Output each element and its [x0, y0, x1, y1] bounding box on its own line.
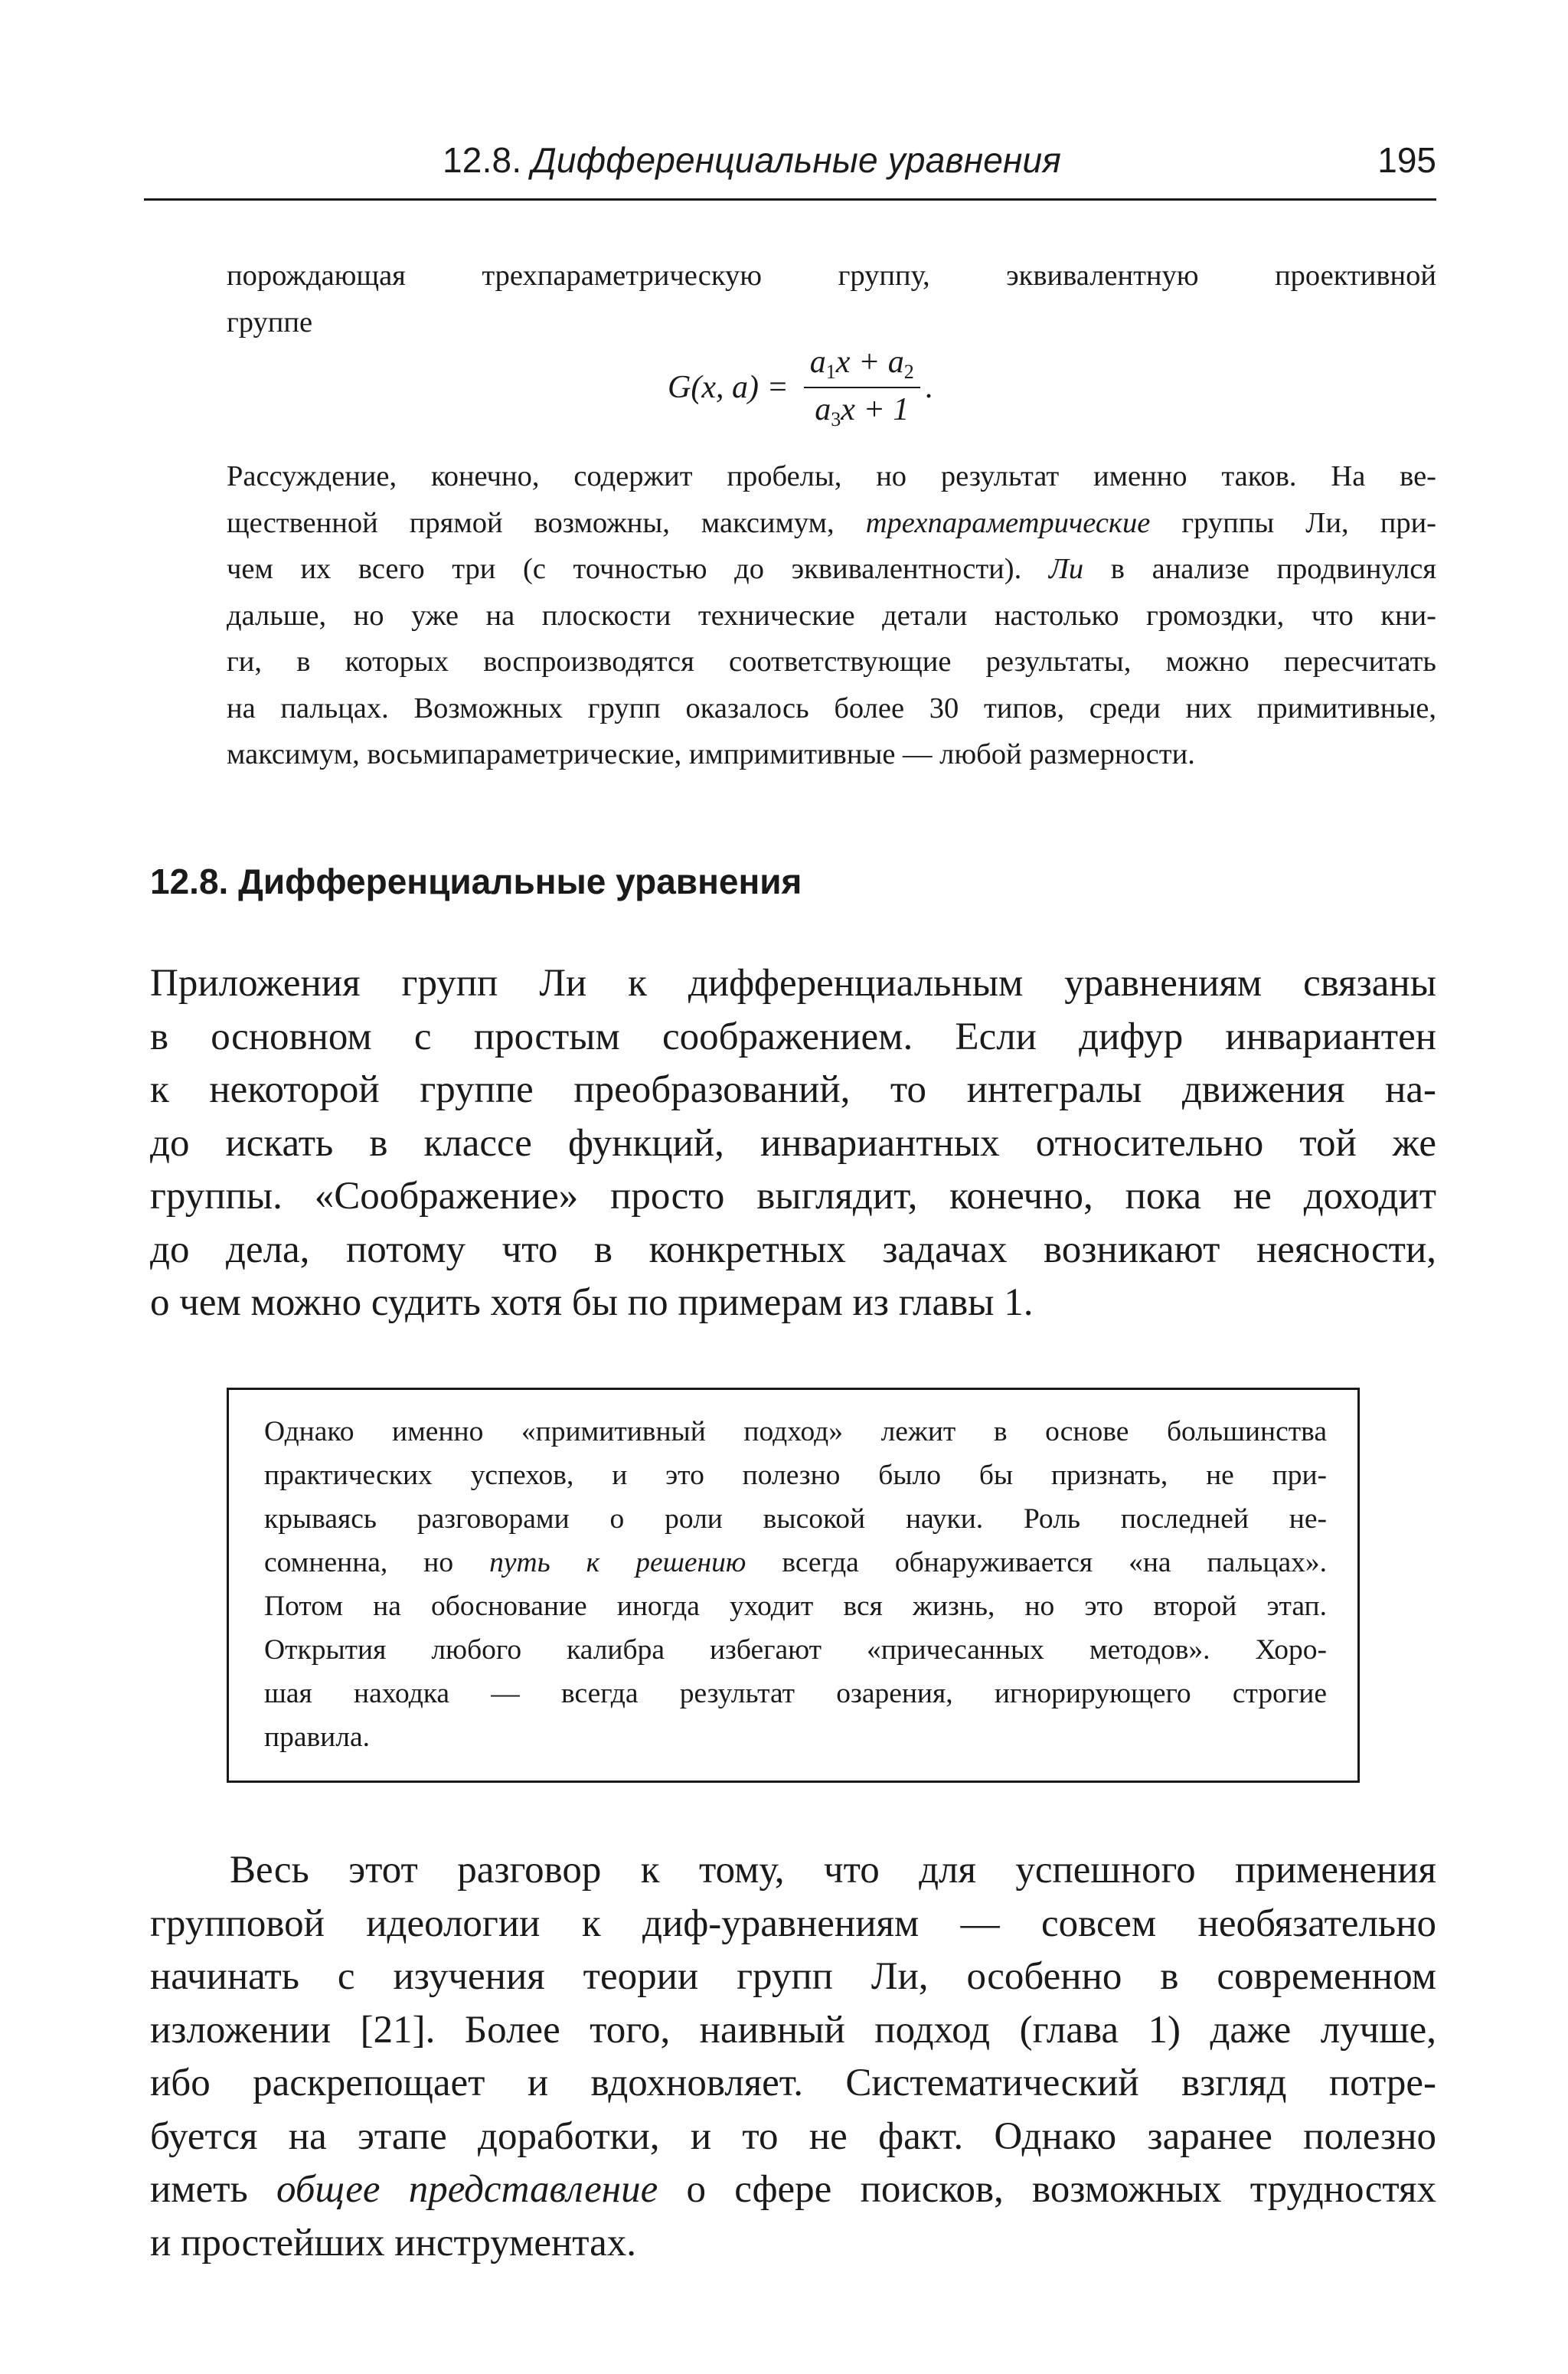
formula-num-sub1: 1: [825, 361, 836, 383]
paragraph-3-line-2: групповой идеологии к диф-уравнениям — совсем необязательно: [150, 1901, 1436, 1945]
boxed-note-text: [264, 1410, 1327, 1759]
formula-denominator: [808, 388, 915, 431]
paragraph-3: [150, 1844, 1436, 2270]
boxed-note-line-2: практических успехов, и это полезно было бы признать, не при-: [264, 1460, 1327, 1491]
formula-den-sub3: 3: [831, 408, 841, 430]
running-header-title: [443, 139, 1061, 181]
paragraph-2-line-7: о чем можно судить хотя бы по примерам из главы 1.: [150, 1281, 1034, 1324]
paragraph-2-line-2: в основном с простым соображением. Если дифур инвариантен: [150, 1015, 1436, 1058]
formula-period: .: [924, 370, 933, 405]
boxed-note: [227, 1388, 1360, 1783]
paragraph-1-line-3: чем их всего три (с точностью до эквивалентности). Ли в анализе продвинулся: [227, 553, 1436, 585]
intro-line-1: порождающая трехпараметрическую группу, эквивалентную проективной: [227, 260, 1436, 292]
paragraph-2-line-5: группы. «Соображение» просто выглядит, конечно, пока не доходит: [150, 1175, 1436, 1218]
paragraph-1-line-7: максимум, восьмипараметрические, импримитивные — любой размерности.: [227, 738, 1195, 770]
page-number: 195: [1377, 140, 1436, 180]
paragraph-2-line-1: Приложения групп Ли к дифференциальным уравнениям связаны: [150, 962, 1436, 1005]
paragraph-3-line-1: Весь этот разговор к тому, что для успешного применения: [230, 1849, 1436, 1892]
boxed-note-line-3: крываясь разговорами о роли высокой науки. Роль последней не-: [264, 1503, 1327, 1535]
intro-text: [227, 253, 1436, 345]
paragraph-1-line-4: дальше, но уже на плоскости технические детали настолько громоздки, что кни-: [227, 599, 1436, 632]
formula-fraction: [804, 344, 920, 431]
paragraph-2-line-3: к некоторой группе преобразований, то интегралы движения на-: [150, 1068, 1436, 1111]
boxed-note-line-8: правила.: [264, 1722, 370, 1753]
paragraph-3-line-4: изложении [21]. Более того, наивный подход (глава 1) даже лучше,: [150, 2008, 1436, 2052]
paragraph-2-line-4: до искать в классе функций, инвариантных относительно той же: [150, 1121, 1436, 1165]
formula-lhs: G(x, a) =: [668, 370, 789, 405]
paragraph-3-line-7: иметь общее представление о сфере поисков, возможных трудностях: [150, 2168, 1436, 2211]
intro-line-2: группе: [227, 306, 313, 338]
boxed-note-line-6: Открытия любого калибра избегают «причесанных методов». Хоро-: [264, 1634, 1327, 1666]
section-heading: 12.8. Дифференциальные уравнения: [150, 862, 802, 901]
paragraph-1: [227, 453, 1436, 778]
boxed-note-line-7: шая находка — всегда результат озарения, игнорирующего строгие: [264, 1678, 1327, 1709]
paragraph-1-line-5: ги, в которых воспроизводятся соответствующие результаты, можно пересчитать: [227, 646, 1436, 678]
paragraph-1-line-2: щественной прямой возможны, максимум, трехпараметрические группы Ли, при-: [227, 506, 1436, 539]
paragraph-3-line-3: начинать с изучения теории групп Ли, особенно в современном: [150, 1955, 1436, 1998]
running-header-section-number: 12.8.: [443, 140, 522, 180]
emphasis-three-parameter: трехпараметрические: [865, 506, 1151, 539]
formula-num-mid: x + a: [835, 345, 904, 380]
emphasis-lie: Ли: [1048, 553, 1084, 585]
boxed-note-line-5: Потом на обоснование иногда уходит вся жизнь, но это второй этап.: [264, 1591, 1327, 1622]
paragraph-2-line-6: до дела, потому что в конкретных задачах возникают неясности,: [150, 1228, 1436, 1271]
paragraph-3-line-8: и простейших инструментах.: [150, 2221, 637, 2264]
running-header: [144, 132, 1436, 201]
formula-den-a3: a: [815, 392, 831, 427]
formula-den-rest: x + 1: [841, 392, 910, 427]
formula-numerator: [804, 344, 920, 388]
formula-num-sub2: 2: [903, 361, 914, 383]
emphasis-path-to-solution: путь к решению: [489, 1547, 746, 1578]
formula-num-a1: a: [809, 345, 826, 380]
running-header-section-title: Дифференциальные уравнения: [531, 140, 1062, 180]
paragraph-1-line-1: Рассуждение, конечно, содержит пробелы, но результат именно таков. На ве-: [227, 460, 1436, 492]
paragraph-1-line-6: на пальцах. Возможных групп оказалось более 30 типов, среди них примитивные,: [227, 692, 1436, 724]
paragraph-3-line-5: ибо раскрепощает и вдохновляет. Систематический взгляд потре-: [150, 2062, 1436, 2104]
paragraph-2: [150, 957, 1436, 1330]
boxed-note-line-1: Однако именно «примитивный подход» лежит в основе большинства: [264, 1416, 1327, 1447]
boxed-note-line-4: сомненна, но путь к решению всегда обнаруживается «на пальцах».: [264, 1547, 1327, 1578]
formula-projective-group: [668, 334, 933, 441]
emphasis-general-idea: общее представление: [276, 2168, 658, 2211]
paragraph-3-line-6: буется на этапе доработки, и то не факт. Однако заранее полезно: [150, 2114, 1436, 2158]
